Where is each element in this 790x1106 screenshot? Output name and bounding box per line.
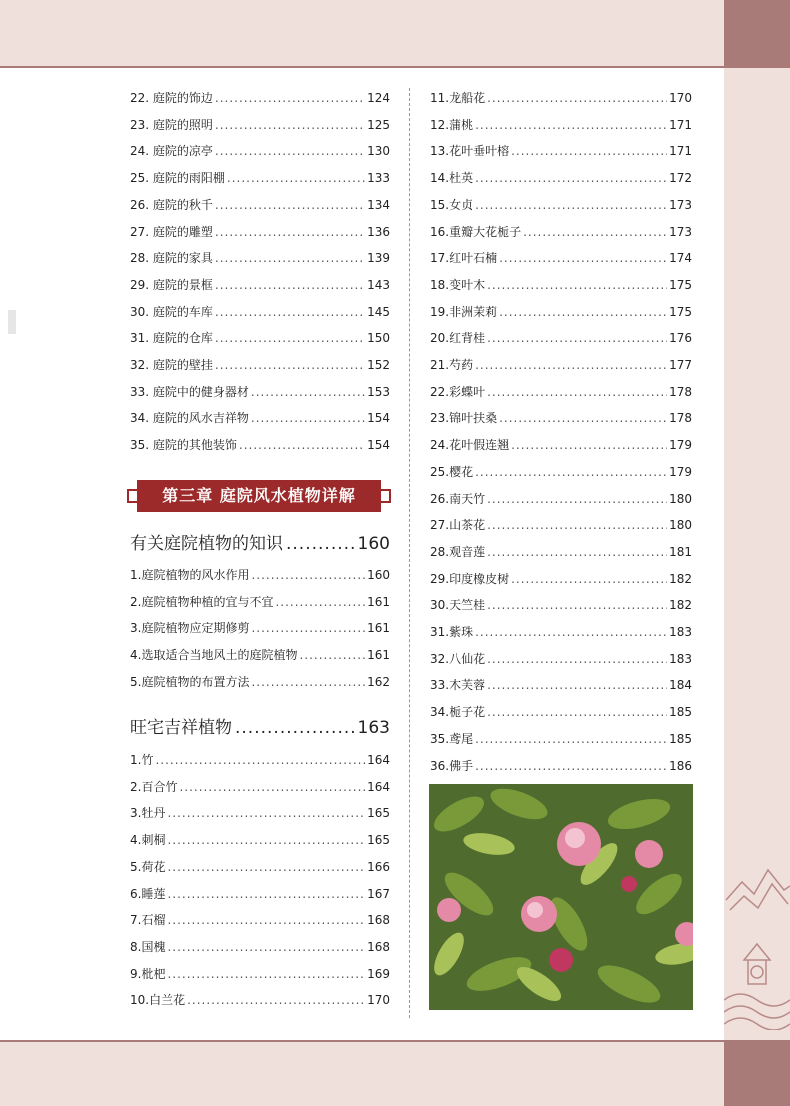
toc-entry[interactable] (430, 116, 692, 134)
toc-entry-page: 153 (367, 384, 390, 399)
toc-entry-page: 134 (367, 197, 390, 212)
leader-dots (487, 596, 667, 614)
toc-entry-page: 152 (367, 358, 390, 372)
toc-entry-title: 6.睡莲 (130, 886, 166, 901)
leader-dots (487, 516, 667, 534)
toc-entry[interactable] (130, 646, 390, 664)
toc-entry[interactable] (430, 490, 692, 508)
toc-entry-title: 7.石榴 (130, 913, 166, 928)
top-band (0, 0, 790, 68)
toc-entry-title: 32. 庭院的壁挂 (130, 358, 213, 372)
leader-dots (251, 383, 365, 401)
toc-entry-page: 170 (669, 91, 692, 105)
toc-entry-title: 3.牡丹 (130, 806, 166, 821)
toc-entry-title: 33. 庭院中的健身器材 (130, 384, 249, 399)
toc-entry-page: 154 (367, 411, 390, 426)
toc-entry[interactable] (130, 276, 390, 294)
toc-entry-page: 173 (669, 224, 692, 239)
leader-dots (475, 730, 667, 748)
leader-dots (187, 991, 365, 1009)
leader-dots (215, 196, 365, 214)
leader-dots (475, 169, 667, 187)
toc-entry-title: 4.刺桐 (130, 833, 166, 848)
toc-entry[interactable] (130, 885, 390, 903)
toc-entry[interactable] (130, 116, 390, 134)
toc-entry[interactable] (130, 858, 390, 876)
toc-entry[interactable] (430, 463, 692, 481)
toc-entry-title: 30.天竺桂 (430, 598, 486, 613)
toc-entry[interactable] (430, 223, 692, 241)
toc-entry[interactable] (130, 566, 390, 584)
toc-entry-title: 22.彩蝶叶 (430, 384, 486, 399)
toc-entry-title: 35. 庭院的其他装饰 (130, 438, 237, 453)
toc-entry[interactable] (430, 757, 692, 775)
leader-dots (487, 650, 667, 668)
leader-dots (215, 329, 365, 347)
toc-entry[interactable] (130, 751, 390, 769)
toc-entry-title: 3.庭院植物应定期修剪 (130, 621, 250, 636)
leader-dots (215, 116, 365, 134)
toc-entry[interactable] (430, 730, 692, 748)
toc-entry[interactable] (130, 409, 390, 427)
toc-entry-title: 5.庭院植物的布置方法 (130, 674, 250, 689)
toc-entry-title: 27. 庭院的雕塑 (130, 224, 213, 239)
leader-dots (475, 356, 667, 374)
leader-dots (215, 89, 365, 107)
toc-entry-title: 31. 庭院的仓库 (130, 331, 213, 346)
leader-dots (167, 885, 365, 903)
toc-entry-page: 133 (367, 171, 390, 186)
toc-entry[interactable] (430, 596, 692, 614)
section-heading-lucky-plants[interactable] (130, 716, 390, 740)
toc-entry-title: 9.枇杷 (130, 966, 166, 981)
leader-dots (167, 804, 365, 822)
toc-entry-page: 183 (669, 625, 692, 639)
toc-entry-title: 11.龙船花 (430, 91, 486, 105)
leader-dots (179, 778, 365, 796)
section-title: 旺宅吉祥植物 (130, 718, 232, 738)
page-tab-bottom (724, 1040, 790, 1106)
section-title: 有关庭院植物的知识 (130, 534, 283, 554)
toc-entry-title: 30. 庭院的车库 (130, 304, 213, 319)
toc-entry-title: 4.选取适合当地风土的庭院植物 (130, 648, 298, 663)
toc-entry[interactable] (430, 650, 692, 668)
toc-entry-title: 21.芍药 (430, 358, 474, 372)
leader-dots (487, 89, 667, 107)
leader-dots (251, 409, 365, 427)
toc-entry-page: 176 (669, 331, 692, 346)
toc-entry-title: 27.山茶花 (430, 518, 486, 533)
toc-entry-page: 171 (669, 117, 692, 132)
mountain-pavilion-ornament (724, 860, 790, 1030)
toc-entry-title: 34. 庭院的风水吉祥物 (130, 411, 249, 426)
leader-dots (475, 757, 667, 775)
toc-entry-page: 172 (669, 171, 692, 186)
toc-entry-title: 19.非洲茉莉 (430, 304, 498, 319)
toc-entry-page: 139 (367, 251, 390, 266)
toc-entry[interactable] (130, 169, 390, 187)
toc-entry-page: 164 (367, 779, 390, 794)
toc-entry-page: 160 (367, 568, 390, 582)
section-heading-knowledge[interactable] (130, 532, 390, 556)
toc-entry[interactable] (430, 169, 692, 187)
toc-entry[interactable] (130, 965, 390, 983)
leader-dots (475, 196, 667, 214)
toc-entry-title: 8.国槐 (130, 939, 166, 954)
toc-entry-page: 168 (367, 913, 390, 928)
toc-entry-page: 143 (367, 277, 390, 292)
toc-entry[interactable] (430, 303, 692, 321)
toc-entry-page: 180 (669, 518, 692, 533)
toc-entry-page: 185 (669, 705, 692, 720)
toc-entry-title: 34.栀子花 (430, 705, 486, 720)
toc-entry-page: 173 (669, 197, 692, 212)
leader-dots (251, 566, 365, 584)
toc-entry[interactable] (130, 196, 390, 214)
toc-entry-page: 174 (669, 251, 692, 266)
toc-entry-page: 179 (669, 438, 692, 453)
toc-entry-title: 31.紫珠 (430, 625, 474, 639)
toc-entry-title: 2.百合竹 (130, 779, 178, 794)
toc-entry-page: 184 (669, 678, 692, 693)
toc-entry-page: 177 (669, 358, 692, 372)
toc-entry-title: 24. 庭院的凉亭 (130, 144, 213, 159)
leader-dots (167, 938, 365, 956)
chapter-title: 第三章 庭院风水植物详解 (162, 486, 356, 505)
toc-entry-title: 28.观音莲 (430, 544, 486, 559)
leader-dots (239, 436, 365, 454)
toc-entry-title: 1.竹 (130, 753, 154, 767)
toc-entry-page: 130 (367, 144, 390, 159)
toc-entry-page: 182 (669, 571, 692, 586)
toc-entry[interactable] (430, 409, 692, 427)
toc-entry-title: 32.八仙花 (430, 651, 486, 666)
leader-dots (299, 646, 365, 664)
toc-entry-page: 171 (669, 144, 692, 159)
toc-entry[interactable] (430, 623, 692, 641)
toc-entry-page: 164 (367, 753, 390, 767)
toc-entry-page: 186 (669, 758, 692, 773)
leader-dots (215, 356, 365, 374)
toc-entry[interactable] (130, 356, 390, 374)
leader-dots (511, 142, 667, 160)
toc-entry[interactable] (430, 329, 692, 347)
toc-entry-title: 13.花叶垂叶榕 (430, 144, 510, 159)
toc-entry[interactable] (130, 383, 390, 401)
toc-entry[interactable] (130, 593, 390, 611)
toc-entry-title: 20.红背桂 (430, 331, 486, 346)
toc-entry-title: 24.花叶假连翘 (430, 438, 510, 453)
toc-entry-page: 175 (669, 277, 692, 292)
toc-entry[interactable] (130, 329, 390, 347)
toc-entry-title: 22. 庭院的饰边 (130, 91, 213, 105)
toc-entry-title: 5.荷花 (130, 859, 166, 874)
leader-dots (475, 116, 667, 134)
leader-dots (475, 623, 667, 641)
toc-entry-page: 161 (367, 648, 390, 663)
toc-entry-page: 183 (669, 651, 692, 666)
toc-entry-page: 154 (367, 438, 390, 453)
toc-entry-title: 29. 庭院的景框 (130, 277, 213, 292)
toc-entry-page: 178 (669, 384, 692, 399)
toc-entry[interactable] (130, 778, 390, 796)
toc-entry-title: 26.南天竹 (430, 491, 486, 506)
leader-dots (523, 223, 667, 241)
toc-entry-title: 29.印度橡皮树 (430, 571, 510, 586)
toc-entry-title: 17.红叶石楠 (430, 251, 498, 266)
toc-entry-page: 145 (367, 304, 390, 319)
leader-dots (487, 703, 667, 721)
toc-entry[interactable] (430, 356, 692, 374)
camellia-flowers-photo (429, 784, 693, 1010)
toc-entry-page: 165 (367, 806, 390, 821)
toc-entry[interactable] (130, 303, 390, 321)
toc-entry-page: 162 (367, 674, 390, 689)
toc-entry-page: 170 (367, 993, 390, 1008)
toc-entry-page: 181 (669, 544, 692, 559)
toc-entry-title: 23.锦叶扶桑 (430, 411, 498, 426)
toc-entry-title: 2.庭院植物种植的宜与不宜 (130, 594, 274, 609)
leader-dots (155, 751, 365, 769)
section-page: 163 (357, 718, 390, 738)
toc-entry-page: 168 (367, 939, 390, 954)
toc-entry-page: 179 (669, 464, 692, 479)
toc-entry[interactable] (130, 991, 390, 1009)
toc-entry-title: 14.杜英 (430, 171, 474, 186)
toc-entry-title: 23. 庭院的照明 (130, 117, 213, 132)
leader-dots (167, 831, 365, 849)
toc-entry-page: 161 (367, 594, 390, 609)
toc-entry[interactable] (130, 804, 390, 822)
leader-dots (487, 490, 667, 508)
toc-entry-page: 161 (367, 621, 390, 636)
leader-dots (487, 676, 667, 694)
toc-entry-title: 25. 庭院的雨阳棚 (130, 171, 225, 186)
toc-entry-title: 1.庭院植物的风水作用 (130, 568, 250, 582)
toc-entry[interactable] (130, 142, 390, 160)
toc-entry-page: 125 (367, 117, 390, 132)
toc-entry[interactable] (430, 249, 692, 267)
toc-entry[interactable] (430, 703, 692, 721)
toc-entry[interactable] (130, 436, 390, 454)
leader-dots (215, 303, 365, 321)
toc-entry-title: 36.佛手 (430, 758, 474, 773)
leader-dots (251, 673, 365, 691)
column-divider (409, 88, 410, 1018)
leader-dots (215, 276, 365, 294)
toc-entry[interactable] (130, 223, 390, 241)
page-tab-top (724, 0, 790, 68)
toc-entry-title: 35.鸢尾 (430, 731, 474, 746)
leader-dots (286, 532, 355, 556)
leader-dots (167, 911, 365, 929)
leader-dots (215, 142, 365, 160)
toc-entry-page: 182 (669, 598, 692, 613)
toc-entry-title: 15.女贞 (430, 197, 474, 212)
toc-entry-page: 180 (669, 491, 692, 506)
toc-entry[interactable] (130, 673, 390, 691)
toc-entry-page: 178 (669, 411, 692, 426)
leader-dots (499, 303, 667, 321)
toc-entry[interactable] (430, 142, 692, 160)
leader-dots (167, 965, 365, 983)
toc-entry-page: 165 (367, 833, 390, 848)
leader-dots (511, 570, 667, 588)
toc-entry[interactable] (430, 276, 692, 294)
chapter-banner (127, 480, 391, 512)
leader-dots (215, 249, 365, 267)
leader-dots (487, 543, 667, 561)
toc-entry[interactable] (430, 89, 692, 107)
toc-entry-page: 175 (669, 304, 692, 319)
toc-entry-title: 25.樱花 (430, 464, 474, 479)
toc-entry-page: 166 (367, 859, 390, 874)
leader-dots (499, 409, 667, 427)
toc-entry-title: 16.重瓣大花栀子 (430, 224, 522, 239)
toc-entry-page: 124 (367, 91, 390, 105)
toc-entry-title: 12.蒲桃 (430, 117, 474, 132)
leader-dots (475, 463, 667, 481)
toc-entry[interactable] (430, 383, 692, 401)
binding-mark (8, 310, 16, 334)
toc-entry-page: 185 (669, 731, 692, 746)
toc-entry-page: 136 (367, 224, 390, 239)
toc-entry[interactable] (430, 436, 692, 454)
toc-entry[interactable] (130, 619, 390, 637)
toc-entry[interactable] (430, 570, 692, 588)
leader-dots (511, 436, 667, 454)
toc-entry-title: 33.木芙蓉 (430, 678, 486, 693)
toc-entry-page: 167 (367, 886, 390, 901)
toc-entry-title: 10.白兰花 (130, 993, 186, 1008)
leader-dots (487, 276, 667, 294)
leader-dots (499, 249, 667, 267)
section-page: 160 (357, 534, 390, 554)
leader-dots (235, 716, 355, 740)
leader-dots (275, 593, 365, 611)
toc-entry-title: 18.变叶木 (430, 277, 486, 292)
toc-entry-title: 26. 庭院的秋千 (130, 197, 213, 212)
toc-entry[interactable] (130, 831, 390, 849)
toc-entry[interactable] (430, 543, 692, 561)
leader-dots (215, 223, 365, 241)
toc-entry[interactable] (430, 676, 692, 694)
toc-entry-title: 28. 庭院的家具 (130, 251, 213, 266)
toc-entry[interactable] (130, 938, 390, 956)
bottom-band (0, 1040, 790, 1106)
toc-entry[interactable] (130, 89, 390, 107)
toc-entry[interactable] (430, 196, 692, 214)
toc-entry[interactable] (430, 516, 692, 534)
leader-dots (227, 169, 365, 187)
leader-dots (487, 329, 667, 347)
toc-entry[interactable] (130, 911, 390, 929)
toc-entry-page: 150 (367, 331, 390, 346)
leader-dots (251, 619, 365, 637)
leader-dots (167, 858, 365, 876)
toc-entry-page: 169 (367, 966, 390, 981)
leader-dots (487, 383, 667, 401)
toc-entry[interactable] (130, 249, 390, 267)
